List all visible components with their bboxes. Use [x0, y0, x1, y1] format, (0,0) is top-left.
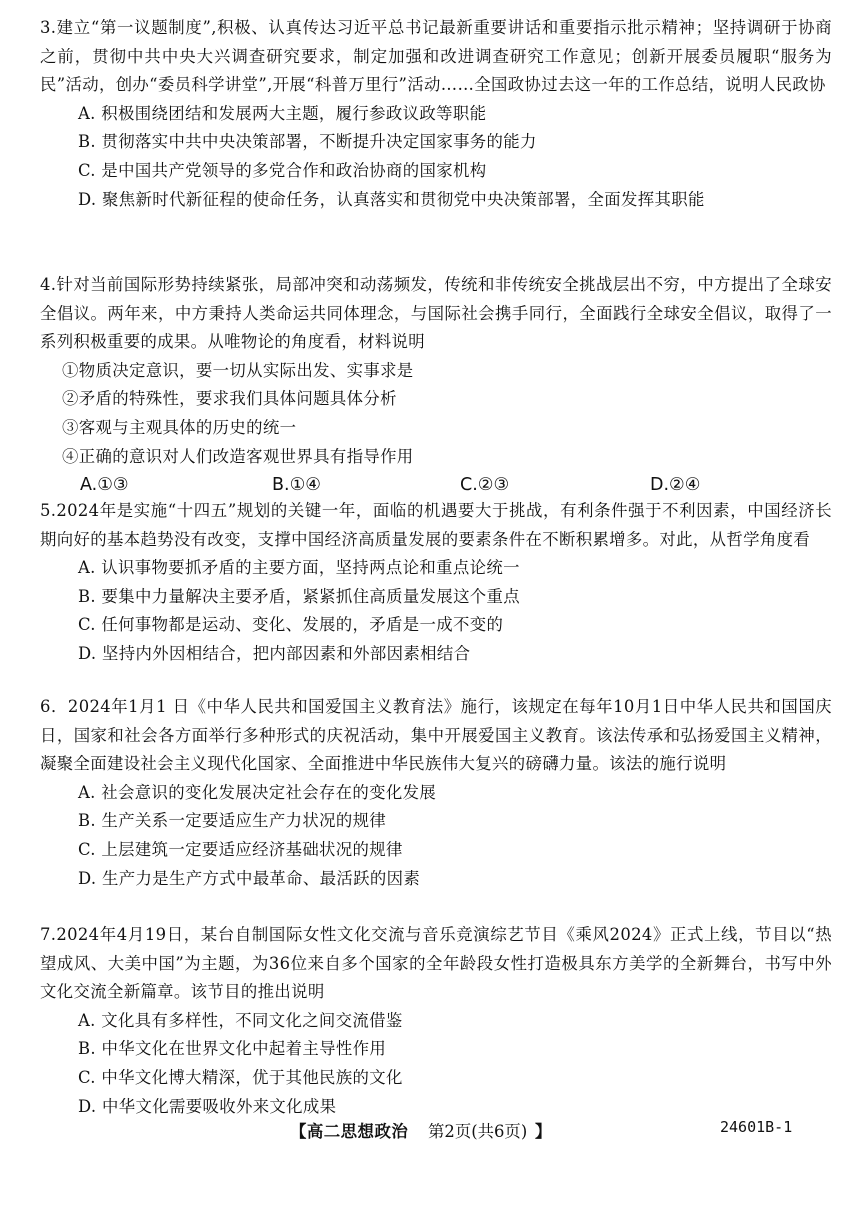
page-number: 第2页(共6页) — [428, 1122, 528, 1141]
option-b: B. 生产关系一定要适应生产力状况的规律 — [78, 811, 387, 831]
option-c: C. 上层建筑一定要适应经济基础状况的规律 — [78, 839, 403, 859]
option-c: C. 是中国共产党领导的多党合作和政治协商的国家机构 — [78, 160, 487, 180]
subject-title: 【高二思想政治 — [290, 1122, 409, 1141]
inline-options — [40, 471, 832, 500]
option-b: B. 贯彻落实中共中央决策部署，不断提升决定国家事务的能力 — [78, 132, 537, 152]
question-stem: 4.针对当前国际形势持续紧张，局部冲突和动荡频发，传统和非传统安全挑战层出不穷，中方提出了全球安全倡议。两年来，中方秉持人类命运共同体理念，与国际社会携手同行，全面践行全球安全倡议，取得了一系列积极重要的成果。从唯物论的角度看，材料说明 — [40, 275, 832, 352]
subject-title-close: 】 — [535, 1122, 552, 1141]
option-d: D.②④ — [650, 475, 701, 496]
option-a: A. 文化具有多样性，不同文化之间交流借鉴 — [78, 1010, 403, 1030]
option-b: B.①④ — [272, 475, 321, 496]
question-stem: 5.2024年是实施“十四五”规划的关键一年，面临的机遇要大于挑战，有利条件强于不利因素，中国经济长期向好的基本趋势没有改变，支撑中国经济高质量发展的要素条件在不断积累增多。对此，从哲学角度看 — [40, 501, 832, 549]
statement-3: ③客观与主观具体的历史的统一 — [62, 417, 297, 437]
statement-1: ①物质决定意识，要一切从实际出发、实事求是 — [62, 360, 414, 380]
question-6 — [40, 693, 832, 893]
option-c: C. 任何事物都是运动、变化、发展的，矛盾是一成不变的 — [78, 615, 504, 635]
option-c: C. 中华文化博大精深，优于其他民族的文化 — [78, 1067, 403, 1087]
option-a: A. 认识事物要抓矛盾的主要方面，坚持两点论和重点论统一 — [78, 558, 520, 578]
statement-2: ②矛盾的特殊性，要求我们具体问题具体分析 — [62, 389, 397, 409]
question-stem: 3.建立“第一议题制度”,积极、认真传达习近平总书记最新重要讲话和重要指示批示精神；坚持调研于协商之前，贯彻中共中央大兴调查研究要求，制定加强和改进调查研究工作意见；创新开展委员履职“服务为民”活动，创办“委员科学讲堂”,开展“科普万里行”活动……全国政协过去这一年的工作总结，说明人民政协 — [40, 18, 832, 95]
page-footer — [0, 1118, 860, 1148]
option-d: D. 生产力是生产方式中最革命、最活跃的因素 — [78, 868, 421, 888]
question-stem: 6．2024年1月1 日《中华人民共和国爱国主义教育法》施行，该规定在每年10月1日中华人民共和国国庆日，国家和社会各方面举行多种形式的庆祝活动，集中开展爱国主义教育。该法传承和弘扬爱国主义精神，凝聚全面建设社会主义现代化国家、全面推进中华民族伟大复兴的磅礴力量。该法的施行说明 — [40, 697, 832, 774]
question-5 — [40, 497, 832, 669]
option-d: D. 坚持内外因相结合，把内部因素和外部因素相结合 — [78, 643, 471, 663]
question-4 — [40, 271, 832, 500]
exam-code: 24601B-1 — [720, 1118, 793, 1136]
option-d: D. 聚焦新时代新征程的使命任务，认真落实和贯彻党中央决策部署，全面发挥其职能 — [78, 189, 705, 209]
statement-4: ④正确的意识对人们改造客观世界具有指导作用 — [62, 446, 414, 466]
option-b: B. 中华文化在世界文化中起着主导性作用 — [78, 1039, 387, 1059]
option-c: C.②③ — [460, 475, 510, 496]
question-stem: 7.2024年4月19日，某台自制国际女性文化交流与音乐竞演综艺节目《乘风2024》正式上线，节目以“热望成风、大美中国”为主题，为36位来自多个国家的全年龄段女性打造极具东方美学的全新舞台，书写中外文化交流全新篇章。该节目的推出说明 — [40, 925, 832, 1002]
option-a: A. 社会意识的变化发展决定社会存在的变化发展 — [78, 782, 437, 802]
option-b: B. 要集中力量解决主要矛盾，紧紧抓住高质量发展这个重点 — [78, 586, 521, 606]
option-a: A. 积极围绕团结和发展两大主题，履行参政议政等职能 — [78, 103, 487, 123]
question-3 — [40, 14, 832, 214]
option-a: A.①③ — [80, 475, 129, 496]
option-d: D. 中华文化需要吸收外来文化成果 — [78, 1096, 337, 1116]
question-7 — [40, 921, 832, 1121]
